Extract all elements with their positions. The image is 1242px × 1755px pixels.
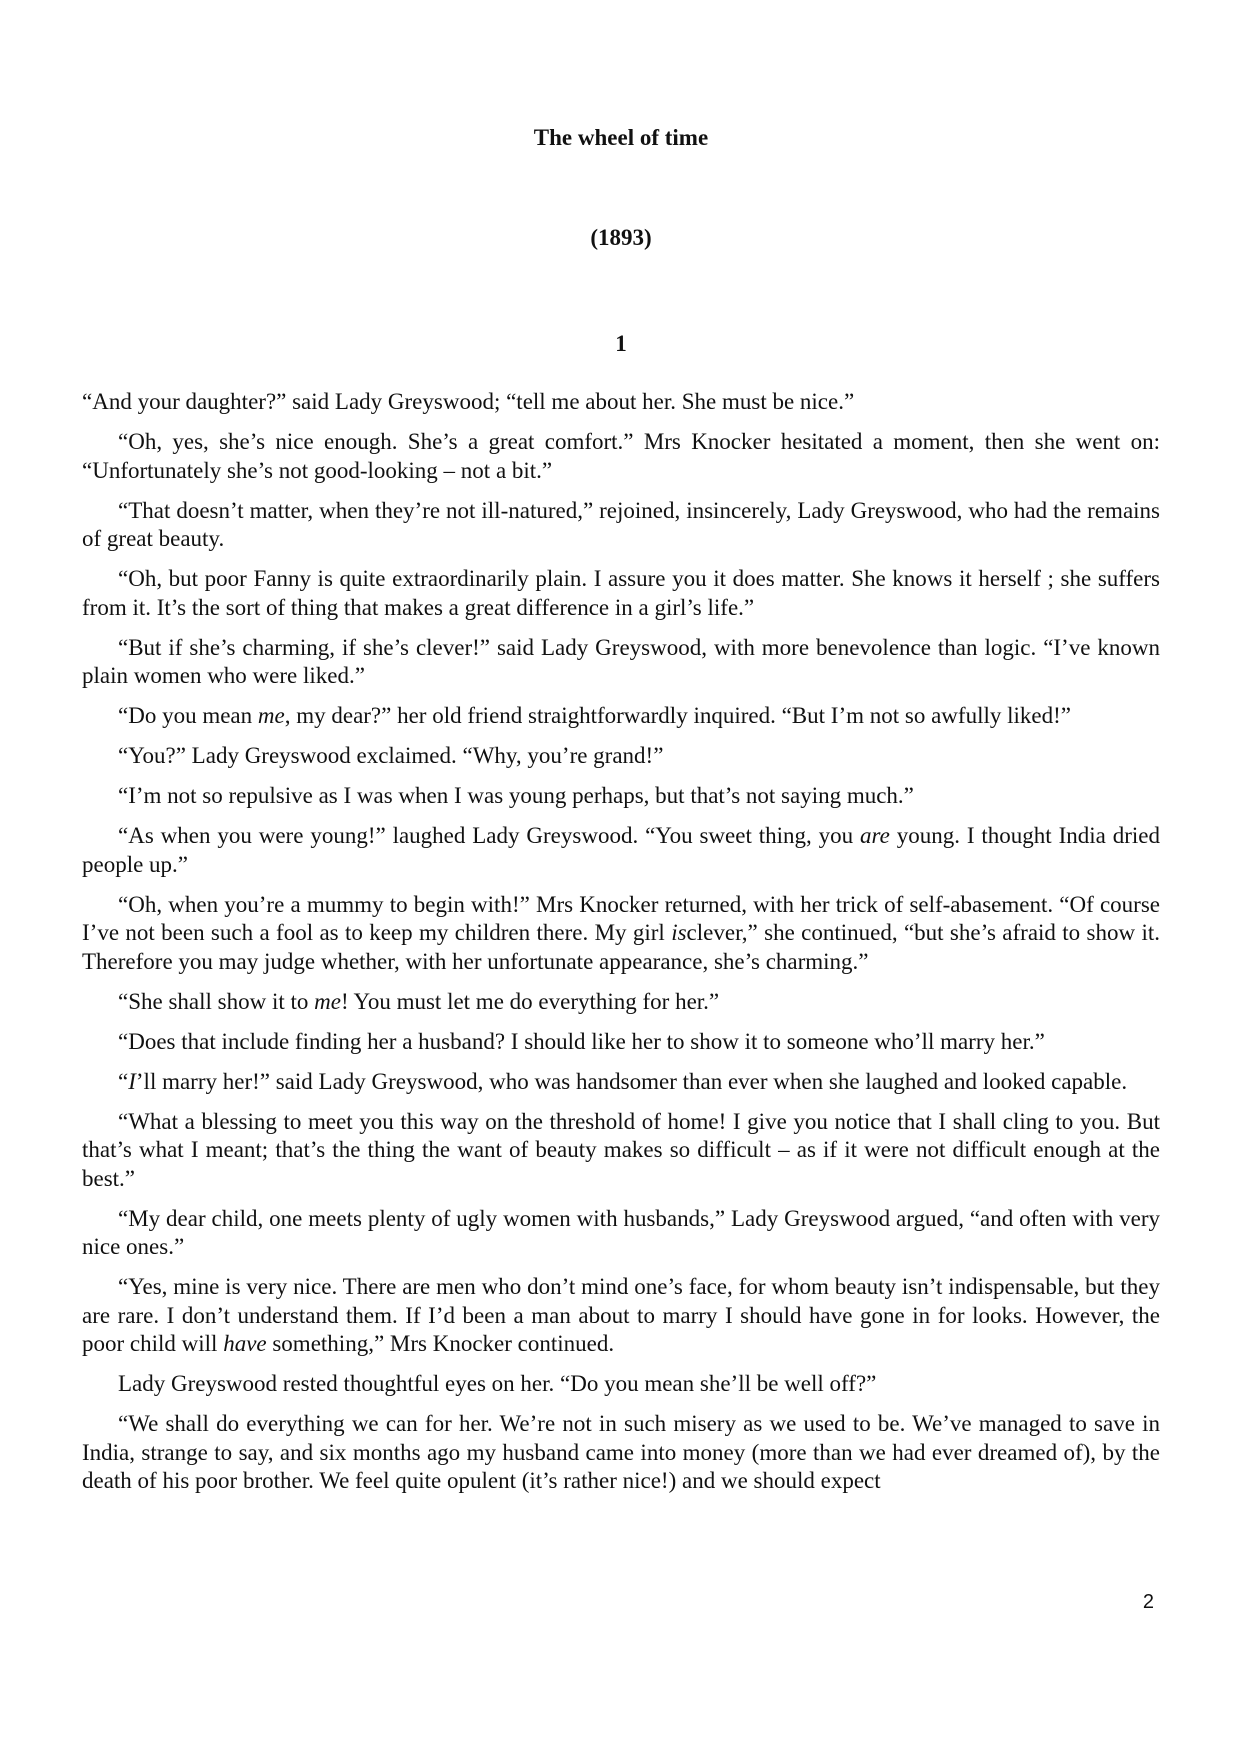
text-run: “Oh, but poor Fanny is quite extraordinarily plain. I assure you it does matter. She knows it herself ; she suffers from it. It’s the sort of thing that makes a great difference in a girl’s life.” [82, 566, 1160, 620]
emphasis-text: have [223, 1331, 267, 1356]
paragraph [82, 702, 1160, 731]
paragraph [82, 565, 1160, 622]
paragraph [82, 428, 1160, 485]
text-run: ’ll marry her!” said Lady Greyswood, who was handsomer than ever when she laughed and looked capable. [135, 1068, 1128, 1094]
text-run: “That doesn’t matter, when they’re not ill-natured,” rejoined, insincerely, Lady Greyswood, who had the remains of great beauty. [82, 497, 1160, 551]
paragraph [82, 1205, 1160, 1262]
text-run: “I’m not so repulsive as I was when I was young perhaps, but that’s not saying much.” [118, 783, 914, 808]
text-run: “What a blessing to meet you this way on the threshold of home! I give you notice that I shall cling to you. But that’s what I meant; that’s the thing the want of beauty makes so difficult – as if it were not difficult enough at the best.” [82, 1108, 1160, 1191]
paragraph [82, 388, 1160, 417]
text-run: “As when you were young!” laughed Lady Greyswood. “You sweet thing, you [118, 823, 861, 848]
text-run: “ [118, 1068, 129, 1094]
text-run: , my dear?” her old friend straightforwardly inquired. “But I’m not so awfully liked!” [284, 703, 1071, 728]
text-run: “You?” Lady Greyswood exclaimed. “Why, you’re grand!” [118, 743, 664, 768]
text-run: “Do you mean [118, 703, 258, 728]
paragraph [82, 1108, 1160, 1194]
paragraph [82, 1370, 1160, 1399]
paragraph [82, 1028, 1160, 1057]
paragraph [82, 782, 1160, 811]
paragraph [82, 891, 1160, 977]
emphasis-text: is [671, 920, 687, 945]
paragraph [82, 822, 1160, 879]
text-run: “And your daughter?” said Lady Greyswood; “tell me about her. She must be nice.” [82, 389, 855, 414]
paragraph [82, 742, 1160, 771]
text-run: “But if she’s charming, if she’s clever!” said Lady Greyswood, with more benevolence than logic. “I’ve known plain women who were liked.” [82, 634, 1160, 688]
paragraph [82, 988, 1160, 1017]
emphasis-text: I [128, 1068, 136, 1094]
text-run: clever,” she continued, “but she’s afraid to show it. Therefore you may judge whether, with her unfortunate appearance, she’s charming.” [82, 920, 1160, 974]
text-run: young. I thought India dried people up.” [82, 823, 1160, 877]
text-run: “Oh, when you’re a mummy to begin with!” Mrs Knocker returned, with her trick of self-abasement. “Of course I’ve not been such a fool as to keep my children there. My girl [82, 891, 1160, 945]
paragraph [82, 1410, 1160, 1496]
story-title: The wheel of time [533, 125, 709, 150]
text-run: something,” Mrs Knocker continued. [266, 1331, 615, 1356]
text-run: “Oh, yes, she’s nice enough. She’s a great comfort.” Mrs Knocker hesitated a moment, then she went on: “Unfortunately she’s not good-looking – not a bit.” [82, 429, 1160, 483]
emphasis-text: are [860, 823, 890, 848]
chapter-number: 1 [615, 331, 627, 356]
text-run: “Yes, mine is very nice. There are men who don’t mind one’s face, for whom beauty isn’t indispensable, but they are rare. I don’t understand them. If I’d been a man about to marry I should have gone in for looks. However, the poor child will [82, 1274, 1160, 1356]
emphasis-text: me [257, 703, 285, 728]
page-number: 2 [1142, 1591, 1154, 1613]
text-run: ! You must let me do everything for her.” [340, 988, 720, 1014]
emphasis-text: me [314, 988, 341, 1014]
paragraph [82, 1273, 1160, 1359]
paragraph [82, 634, 1160, 691]
body-text [82, 388, 1160, 1507]
text-run: Lady Greyswood rested thoughtful eyes on her. “Do you mean she’ll be well off?” [118, 1371, 877, 1396]
paragraph [82, 1068, 1160, 1097]
text-run: “We shall do everything we can for her. We’re not in such misery as we used to be. We’ve managed to save in India, strange to say, and six months ago my husband came into money (more than we had ever dreamed of), by the death of his poor brother. We feel quite opulent (it’s rather nice!) and we should expect [82, 1411, 1160, 1493]
text-run: “My dear child, one meets plenty of ugly women with husbands,” Lady Greyswood argued, “and often with very nice ones.” [82, 1205, 1160, 1259]
text-run: “Does that include finding her a husband? I should like her to show it to someone who’ll marry her.” [118, 1028, 1045, 1054]
paragraph [82, 497, 1160, 554]
story-year: (1893) [590, 225, 652, 250]
text-run: “She shall show it to [118, 988, 315, 1014]
